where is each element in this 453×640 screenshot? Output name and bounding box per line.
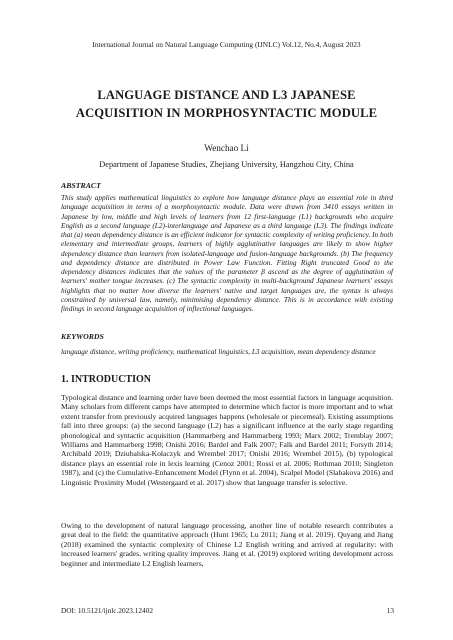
paper-title bbox=[40, 86, 413, 122]
doi-footer: DOI: 10.5121/ijnlc.2023.12402 bbox=[61, 606, 154, 615]
keywords-heading: KEYWORDS bbox=[61, 332, 104, 341]
title-line-2: ACQUISITION IN MORPHOSYNTACTIC MODULE bbox=[75, 106, 378, 120]
abstract-heading: ABSTRACT bbox=[61, 181, 101, 190]
introduction-heading: 1. INTRODUCTION bbox=[61, 374, 152, 385]
author-affiliation: Department of Japanese Studies, Zhejiang University, Hangzhou City, China bbox=[99, 160, 354, 169]
page-number: 13 bbox=[386, 606, 394, 615]
title-line-1: LANGUAGE DISTANCE AND L3 JAPANESE bbox=[97, 88, 356, 102]
abstract-text: This study applies mathematical linguistics to explore how language distance plays an essential role in third language acquisition in terms of a morphosyntactic module. Data were drawn from 3410 essays written in Japanese by low, middle and high levels of learners from 12 first-language (L1) backgrounds who acquire English as a second language (L2)-interlanguage and Japanese as a third language (L3). The findings indicate that (a) mean dependency distance is an efficient indicator for syntactic complexity of writing proficiency. In both elementary and intermediate groups, learners of highly agglutinative languages are likely to show higher dependency distance than learners from isolated-language and fusion-language backgrounds. (b) The frequency and dependency distance are distributed in Power Law Function. Fitting Right truncated Good to the dependency distances indicates that the values of the parameter β ascend as the degree of agglutination of learners' mother tongue increases. (c) The syntactic complexity in multi-background Japanese learners' essays highlights that no matter how diverse the learners' native and target languages are, the syntax is always constrained by universal law, namely, minimising dependency distance. This is in accordance with existing findings in second language acquisition of inflectional languages. bbox=[61, 193, 393, 313]
journal-header: International Journal on Natural Language Computing (IJNLC) Vol.12, No.4, August 2023 bbox=[92, 40, 361, 49]
author-name: Wenchao Li bbox=[204, 143, 249, 153]
introduction-paragraph-2: Owing to the development of natural language processing, another line of notable research contributes a great deal to the field: the quantitative approach (Hunt 1965; Lu 2011; Jiang et al. 2019). Quyang and Jiang (2018) examined the syntactic complexity of Chinese L2 English writing and arrived at regularity: with increased learners' grades, writing quality improves. Jiang et al. (2019) explored writing development across beginner and intermediate L2 English learners, bbox=[61, 521, 393, 568]
introduction-paragraph-1: Typological distance and learning order have been deemed the most essential factors in language acquisition. Many scholars from different camps have attempted to determine which factor is more important and to what extent transfer from previously acquired languages happens (wholesale or piecemeal). Existing assumptions fall into three groups: (a) the second language (L2) has a significant influence at the early stage regarding phonological and syntactic acquisition (Hammarberg and Hammarberg 1993; Marx 2002; Tremblay 2007; Williams and Hammarberg 1998; Onishi 2016; Bardel and Falk 2007; Falk and Bardel 2011; Forsyth 2014; Archibald 2019; Dziubalska-Kołaczyk and Wrembel 2017; Onishi 2016; Wrembel 2015), (b) typological distance plays an essential role in lexis learning (Cenoz 2001; Rossi et al. 2006; Rothman 2010; Singleton 1987), and (c) the Cumulative-Enhancement Model (Flynn et al. 2004), Scalpel Model (Slabakova 2016) and Linguistic Proximity Model (Westergaard et al. 2017) show that language transfer is selective. bbox=[61, 393, 393, 487]
keywords-text: language distance, writing proficiency, mathematical linguistics, L3 acquisition, mean dependency distance bbox=[61, 347, 376, 356]
